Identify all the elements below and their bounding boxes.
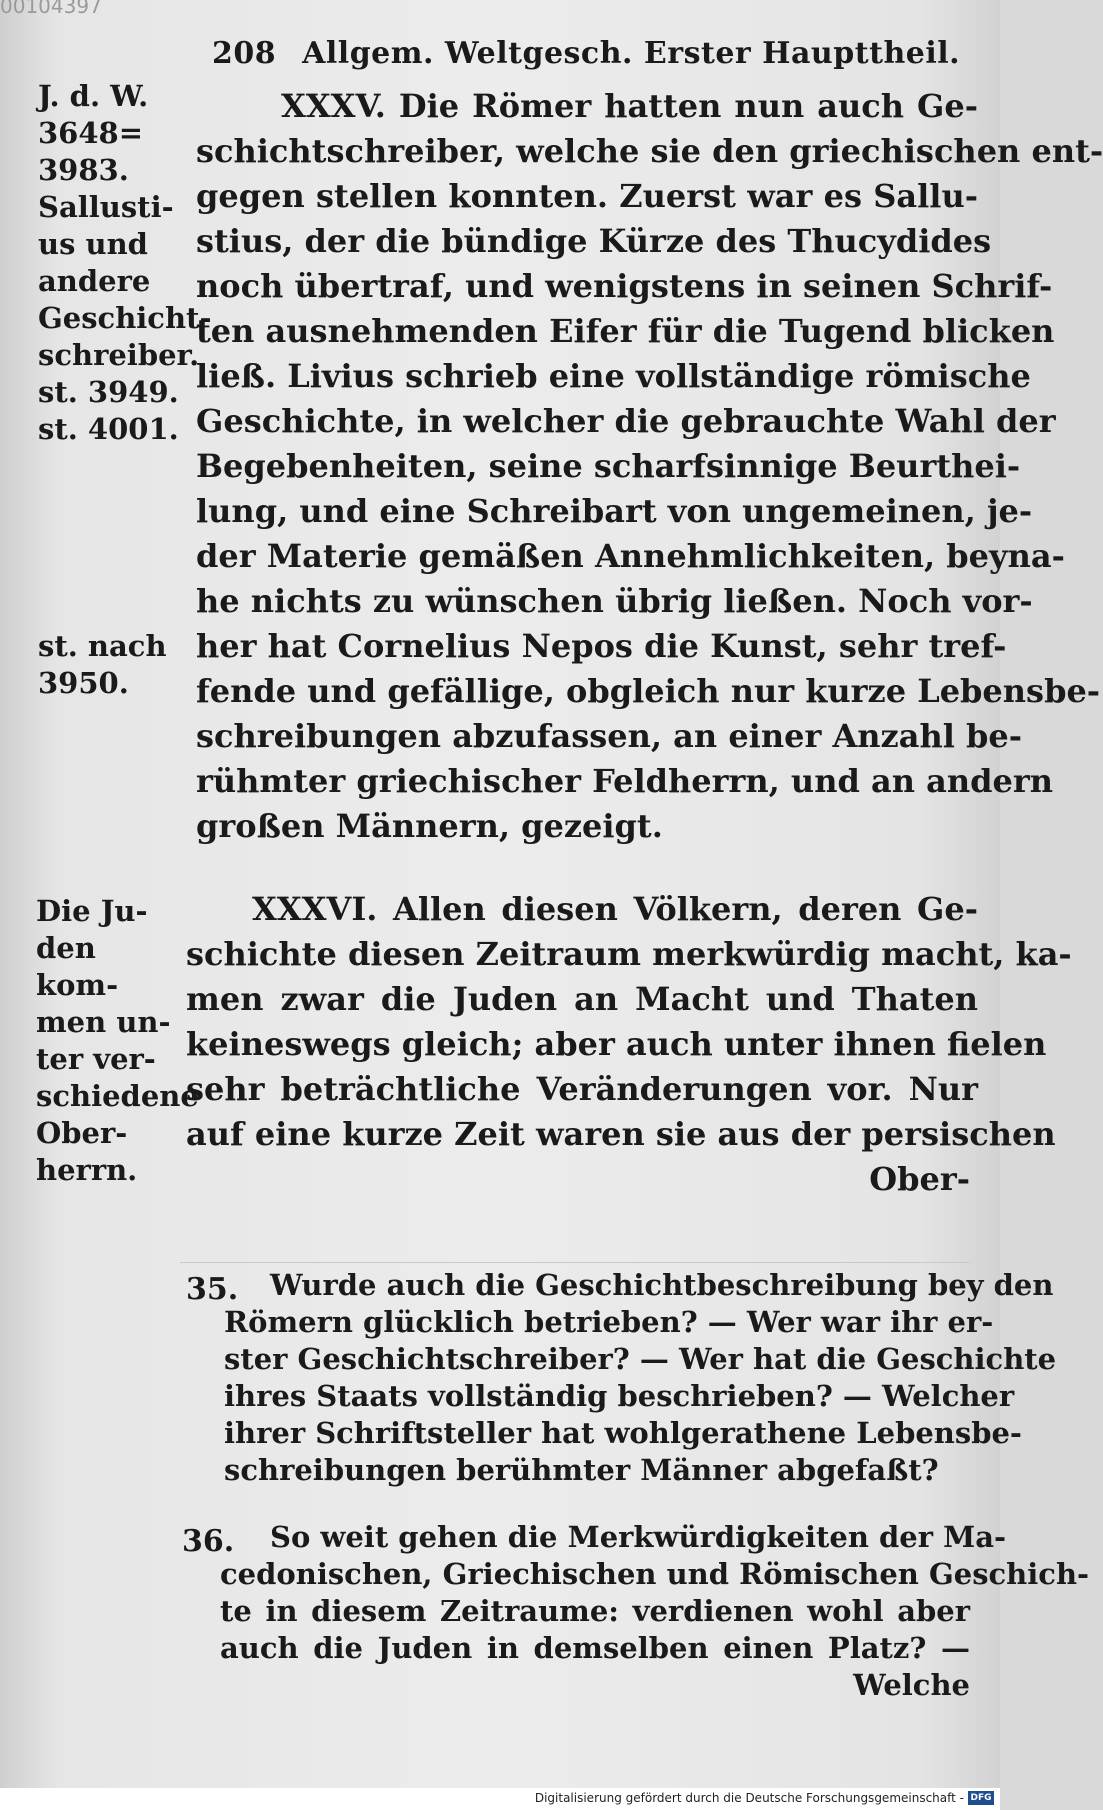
question-line: te in diesem Zeitraume: verdienen wohl aber — [220, 1594, 970, 1628]
dfg-logo: DFG — [968, 1791, 994, 1805]
body-line: Begebenheiten, seine scharfsinnige Beurthei- — [196, 447, 1021, 485]
question-line: ster Geschichtschreiber? — Wer hat die Geschichte — [224, 1342, 1057, 1376]
body-line: sehr beträchtliche Veränderungen vor. Nur — [186, 1070, 978, 1108]
body-line: lung, und eine Schreibart von ungemeinen, je- — [196, 492, 1033, 530]
body-line: rühmter griechischer Feldherrn, und an andern — [196, 762, 1053, 800]
body-line: fende und gefällige, obgleich nur kurze Lebensbe- — [196, 672, 1101, 710]
body-line: XXXV. Die Römer hatten nun auch Ge- — [281, 87, 978, 125]
running-head — [212, 36, 961, 71]
body-line: gegen stellen konnten. Zuerst war es Sallu- — [196, 177, 978, 215]
body-line: großen Männern, gezeigt. — [196, 807, 663, 845]
question-line: ihres Staats vollständig beschrieben? — Welcher — [224, 1379, 1015, 1413]
body-line: schichtschreiber, welche sie den griechischen ent- — [196, 132, 1103, 170]
running-title: Allgem. Weltgesch. Erster Haupttheil. — [302, 36, 961, 71]
margin-note-dates-sallustius: J. d. W. 3648= 3983. Sallusti- us und andere Geschicht- schreiber. st. 3949. st. 4001. — [38, 79, 212, 446]
body-line: XXXVI. Allen diesen Völkern, deren Ge- — [252, 890, 978, 928]
body-line: der Materie gemäßen Annehmlichkeiten, beyna- — [196, 537, 1065, 575]
question-line: Römern glücklich betrieben? — Wer war ihr er- — [224, 1305, 994, 1339]
body-line: auf eine kurze Zeit waren sie aus der persischen — [186, 1115, 1056, 1153]
body-line: stius, der die bündige Kürze des Thucydides — [196, 222, 992, 260]
question-line: Wurde auch die Geschichtbeschreibung bey den — [270, 1268, 1054, 1302]
funding-note: Digitalisierung gefördert durch die Deutsche Forschungsgemeinschaft - — [534, 1791, 964, 1805]
margin-note-nepos: st. nach 3950. — [38, 629, 167, 700]
catchword: Ober- — [869, 1160, 970, 1198]
body-line: ließ. Livius schrieb eine vollständige römische — [196, 357, 1031, 395]
question-line: schreibungen berühmter Männer abgefaßt? — [224, 1453, 939, 1487]
body-line: schichte diesen Zeitraum merkwürdig macht, ka- — [186, 935, 1072, 973]
question-line: ihrer Schriftsteller hat wohlgerathene Lebensbe- — [224, 1416, 1022, 1450]
section-divider — [180, 1262, 970, 1263]
question-line: auch die Juden in demselben einen Platz? — — [220, 1631, 970, 1665]
question-line: So weit gehen die Merkwürdigkeiten der Ma- — [270, 1520, 1007, 1554]
footer-bar — [0, 1788, 1000, 1810]
body-line: noch übertraf, und wenigstens in seinen Schrif- — [196, 267, 1053, 305]
question-line: cedonischen, Griechischen und Römischen Geschich- — [220, 1557, 1090, 1591]
margin-note-juden: Die Ju- den kom- men un- ter ver- schiedene Ober- herrn. — [36, 894, 199, 1187]
body-line: he nichts zu wünschen übrig ließen. Noch vor- — [196, 582, 1033, 620]
body-line: her hat Cornelius Nepos die Kunst, sehr tref- — [196, 627, 1007, 665]
scan-id: 00104397 — [0, 0, 102, 18]
body-line: men zwar die Juden an Macht und Thaten — [186, 980, 978, 1018]
catchword: Welche — [853, 1668, 970, 1702]
body-line: ten ausnehmenden Eifer für die Tugend blicken — [196, 312, 1055, 350]
body-line: keineswegs gleich; aber auch unter ihnen fielen — [186, 1025, 1047, 1063]
body-line: Geschichte, in welcher die gebrauchte Wahl der — [196, 402, 1056, 440]
page-number: 208 — [212, 36, 277, 71]
question-number: 35. — [186, 1272, 239, 1307]
body-line: schreibungen abzufassen, an einer Anzahl be- — [196, 717, 1023, 755]
question-number: 36. — [182, 1524, 235, 1559]
